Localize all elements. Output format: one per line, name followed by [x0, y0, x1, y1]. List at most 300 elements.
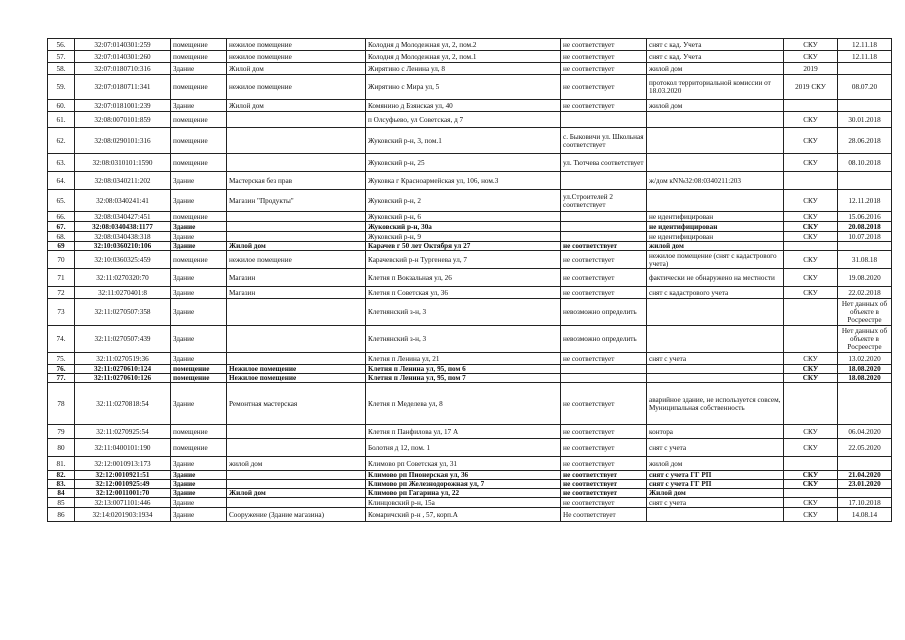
note-cell: жилой дом	[647, 100, 784, 112]
status-cell: не соответствует	[561, 269, 647, 287]
cadastral-number: 32:08:0340438:1177	[75, 222, 171, 232]
object-type: Здание	[171, 100, 227, 112]
object-name	[227, 480, 366, 489]
object-type: Здание	[171, 508, 227, 522]
object-address: Клетня п Ленина ул, 95, пом 7	[366, 374, 561, 383]
object-address: Жуковский р-н, 3, пом.1	[366, 128, 561, 154]
note-cell: снят с учета	[647, 353, 784, 365]
org-cell	[784, 383, 838, 425]
object-type: Здание	[171, 326, 227, 353]
table-row	[48, 365, 892, 374]
status-cell: невозможно определить	[561, 326, 647, 353]
date-cell	[838, 172, 892, 190]
object-name	[227, 232, 366, 242]
date-cell: 18.08.2020	[838, 365, 892, 374]
object-name	[227, 154, 366, 172]
org-cell: СКУ	[784, 190, 838, 212]
object-type: Здание	[171, 498, 227, 508]
table-row	[48, 190, 892, 212]
note-cell	[647, 154, 784, 172]
org-cell: СКУ	[784, 508, 838, 522]
org-cell: СКУ	[784, 112, 838, 128]
row-number: 83.	[48, 480, 75, 489]
row-number: 72	[48, 287, 75, 299]
date-cell: Нет данных об объекте в Росреестре	[838, 299, 892, 326]
object-name: Нежилое помещение	[227, 374, 366, 383]
object-address: Жуковский р-н, 30а	[366, 222, 561, 232]
org-cell: СКУ	[784, 374, 838, 383]
object-name: Мастерская без прав	[227, 172, 366, 190]
object-name: Ремонтная мастерская	[227, 383, 366, 425]
date-cell: Нет данных об объекте в Росреестре	[838, 326, 892, 353]
org-cell: СКУ	[784, 154, 838, 172]
org-cell: 2019	[784, 63, 838, 75]
object-address: Клетня п Ленина ул, 21	[366, 353, 561, 365]
org-cell	[784, 326, 838, 353]
object-address: Жуковский р-н, 25	[366, 154, 561, 172]
org-cell: СКУ	[784, 269, 838, 287]
table-row	[48, 353, 892, 365]
object-name: Сооружение (Здание магазина)	[227, 508, 366, 522]
status-cell	[561, 374, 647, 383]
cadastral-number: 32:08:0070101:859	[75, 112, 171, 128]
org-cell: СКУ	[784, 51, 838, 63]
cadastral-number: 32:11:0400101:190	[75, 439, 171, 457]
row-number: 82.	[48, 471, 75, 480]
table-row	[48, 251, 892, 269]
date-cell	[838, 63, 892, 75]
org-cell: СКУ	[784, 212, 838, 222]
table-row	[48, 75, 892, 100]
table-row	[48, 471, 892, 480]
object-name: Нежилое помещение	[227, 365, 366, 374]
cadastral-number: 32:13:0071101:446	[75, 498, 171, 508]
row-number: 79	[48, 425, 75, 439]
status-cell	[561, 222, 647, 232]
row-number: 57.	[48, 51, 75, 63]
object-address: Жуковский р-н, 9	[366, 232, 561, 242]
date-cell: 12.11.18	[838, 39, 892, 51]
table-row	[48, 63, 892, 75]
date-cell: 12.11.18	[838, 51, 892, 63]
object-name	[227, 471, 366, 480]
object-name: Жилой дом	[227, 242, 366, 251]
note-cell: ж/дом кN№32:08:0340211:203	[647, 172, 784, 190]
note-cell: снят с кадастрового учета	[647, 287, 784, 299]
note-cell: снят с учета ГГ РП	[647, 480, 784, 489]
note-cell: не идентифицирован	[647, 222, 784, 232]
cadastral-number: 32:08:0290101:316	[75, 128, 171, 154]
cadastral-number: 32:08:0310101:1590	[75, 154, 171, 172]
table-row	[48, 128, 892, 154]
row-number: 56.	[48, 39, 75, 51]
object-name	[227, 498, 366, 508]
object-address: Жуковка г Красноармейская ул, 106, ном.3	[366, 172, 561, 190]
object-name: нежилое помещение	[227, 75, 366, 100]
date-cell: 22.05.2020	[838, 439, 892, 457]
object-name	[227, 353, 366, 365]
table-row	[48, 100, 892, 112]
object-name: Магазин	[227, 269, 366, 287]
object-type: Здание	[171, 383, 227, 425]
status-cell	[561, 112, 647, 128]
object-type: помещение	[171, 251, 227, 269]
note-cell	[647, 365, 784, 374]
object-type: Здание	[171, 457, 227, 471]
row-number: 61.	[48, 112, 75, 128]
object-type: Здание	[171, 63, 227, 75]
row-number: 63.	[48, 154, 75, 172]
object-name: Магазин	[227, 287, 366, 299]
row-number: 81.	[48, 457, 75, 471]
note-cell	[647, 326, 784, 353]
date-cell: 18.08.2020	[838, 374, 892, 383]
note-cell	[647, 374, 784, 383]
note-cell: снят с учета	[647, 439, 784, 457]
row-number: 73	[48, 299, 75, 326]
note-cell: аварийное здание, не используется совсем, Муниципальная собственность	[647, 383, 784, 425]
date-cell: 31.08.18	[838, 251, 892, 269]
object-address: Жирятино с Мира ул, 5	[366, 75, 561, 100]
object-type: Здание	[171, 471, 227, 480]
note-cell: снят с учета	[647, 498, 784, 508]
status-cell: не соответствует	[561, 498, 647, 508]
cadastral-number: 32:11:0270925:54	[75, 425, 171, 439]
object-type: помещение	[171, 439, 227, 457]
date-cell: 17.10.2018	[838, 498, 892, 508]
date-cell: 14.08.14	[838, 508, 892, 522]
cadastral-number: 32:11:0270610:126	[75, 374, 171, 383]
table-row	[48, 374, 892, 383]
table-row	[48, 425, 892, 439]
object-address: Клетня п Советская ул, 36	[366, 287, 561, 299]
org-cell: СКУ	[784, 353, 838, 365]
cadastral-number: 32:10:0360325:459	[75, 251, 171, 269]
table-row	[48, 498, 892, 508]
org-cell: СКУ	[784, 222, 838, 232]
object-type: Здание	[171, 232, 227, 242]
date-cell: 06.04.2020	[838, 425, 892, 439]
status-cell: не соответствует	[561, 489, 647, 498]
object-type: Здание	[171, 242, 227, 251]
row-number: 64.	[48, 172, 75, 190]
cadastral-number: 32:07:0180711:341	[75, 75, 171, 100]
cadastral-number: 32:08:0340211:202	[75, 172, 171, 190]
row-number: 59.	[48, 75, 75, 100]
table-row	[48, 508, 892, 522]
cadastral-number: 32:11:0270610:124	[75, 365, 171, 374]
org-cell: СКУ	[784, 365, 838, 374]
object-name: нежилое помещение	[227, 39, 366, 51]
date-cell: 10.07.2018	[838, 232, 892, 242]
status-cell: не соответствует	[561, 251, 647, 269]
date-cell: 08.10.2018	[838, 154, 892, 172]
row-number: 70	[48, 251, 75, 269]
object-name: Магазин "Продукты"	[227, 190, 366, 212]
date-cell	[838, 489, 892, 498]
status-cell	[561, 172, 647, 190]
status-cell: не соответствует	[561, 39, 647, 51]
table-row	[48, 212, 892, 222]
row-number: 60.	[48, 100, 75, 112]
object-type: помещение	[171, 51, 227, 63]
object-name	[227, 128, 366, 154]
cadastral-number: 32:11:0270507:358	[75, 299, 171, 326]
table-row	[48, 287, 892, 299]
status-cell: Не соответствует	[561, 508, 647, 522]
object-address: Клетня п Панфилова ул, 17 А	[366, 425, 561, 439]
table-row	[48, 222, 892, 232]
table-row	[48, 39, 892, 51]
table-row	[48, 457, 892, 471]
date-cell: 19.08.2020	[838, 269, 892, 287]
table-row	[48, 480, 892, 489]
table-row	[48, 154, 892, 172]
status-cell: не соответствует	[561, 75, 647, 100]
date-cell: 15.06.2016	[838, 212, 892, 222]
object-type: помещение	[171, 374, 227, 383]
date-cell: 08.07.20	[838, 75, 892, 100]
table-row	[48, 112, 892, 128]
object-address: Жуковский р-н, 2	[366, 190, 561, 212]
object-name	[227, 299, 366, 326]
table-row	[48, 242, 892, 251]
object-type: Здание	[171, 222, 227, 232]
cadastral-number: 32:11:0270507:439	[75, 326, 171, 353]
status-cell: не соответствует	[561, 480, 647, 489]
object-name	[227, 112, 366, 128]
note-cell: не идентифицирован	[647, 232, 784, 242]
org-cell	[784, 489, 838, 498]
object-address: Клетня п Вокзальная ул, 26	[366, 269, 561, 287]
table-row	[48, 383, 892, 425]
object-type: помещение	[171, 365, 227, 374]
cadastral-number: 32:11:0270519:36	[75, 353, 171, 365]
status-cell: не соответствует	[561, 100, 647, 112]
org-cell	[784, 172, 838, 190]
row-number: 85	[48, 498, 75, 508]
table-row	[48, 439, 892, 457]
note-cell	[647, 128, 784, 154]
row-number: 77.	[48, 374, 75, 383]
date-cell	[838, 100, 892, 112]
object-name	[227, 222, 366, 232]
object-type: Здание	[171, 190, 227, 212]
object-name: Жилой дом	[227, 100, 366, 112]
cadastral-number: 32:08:0340241:41	[75, 190, 171, 212]
register-table-body	[48, 39, 892, 522]
status-cell: не соответствует	[561, 353, 647, 365]
status-cell: не соответствует	[561, 425, 647, 439]
object-type: Здание	[171, 269, 227, 287]
row-number: 74.	[48, 326, 75, 353]
org-cell: СКУ	[784, 251, 838, 269]
org-cell: СКУ	[784, 425, 838, 439]
object-type: Здание	[171, 287, 227, 299]
date-cell: 13.02.2020	[838, 353, 892, 365]
object-address: Клетнянский з-н, 3	[366, 326, 561, 353]
cadastral-number: 32:11:0270818:54	[75, 383, 171, 425]
date-cell	[838, 383, 892, 425]
note-cell: снят с учета ГГ РП	[647, 471, 784, 480]
cadastral-number: 32:11:0270320:70	[75, 269, 171, 287]
cadastral-number: 32:12:0011001:70	[75, 489, 171, 498]
status-cell: не соответствует	[561, 383, 647, 425]
table-row	[48, 172, 892, 190]
status-cell: ул.Строителей 2 соответствует	[561, 190, 647, 212]
row-number: 71	[48, 269, 75, 287]
note-cell: жилой дом	[647, 63, 784, 75]
row-number: 76.	[48, 365, 75, 374]
object-address: Колодня д Молодежная ул, 2, пом.2	[366, 39, 561, 51]
org-cell: СКУ	[784, 498, 838, 508]
note-cell: Жилой дом	[647, 489, 784, 498]
object-address: Карачевский р-н Тургенева ул, 7	[366, 251, 561, 269]
object-address: Климово рп Пионерская ул, 36	[366, 471, 561, 480]
table-row	[48, 269, 892, 287]
object-address: Климово рп Советская ул, 31	[366, 457, 561, 471]
object-address: Болотня д 12, пом. 1	[366, 439, 561, 457]
cadastral-number: 32:07:0140301:259	[75, 39, 171, 51]
object-address: п Олсуфьево, ул Советская, д 7	[366, 112, 561, 128]
object-address: Клетнянский з-н, 3	[366, 299, 561, 326]
status-cell: не соответствует	[561, 287, 647, 299]
note-cell: протокол территориальной комиссии от 18.03.2020	[647, 75, 784, 100]
note-cell	[647, 508, 784, 522]
object-name: Жилой дом	[227, 489, 366, 498]
status-cell: не соответствует	[561, 63, 647, 75]
cadastral-number: 32:07:0180710:316	[75, 63, 171, 75]
row-number: 84	[48, 489, 75, 498]
cadastral-number: 32:12:0010921:51	[75, 471, 171, 480]
register-table	[47, 38, 892, 522]
date-cell: 22.02.2018	[838, 287, 892, 299]
note-cell: контора	[647, 425, 784, 439]
org-cell: СКУ	[784, 232, 838, 242]
note-cell: не идентифицирован	[647, 212, 784, 222]
row-number: 62.	[48, 128, 75, 154]
status-cell: не соответствует	[561, 242, 647, 251]
object-address: Климово рп Железнодорожная ул, 7	[366, 480, 561, 489]
note-cell: снят с кад. Учета	[647, 51, 784, 63]
status-cell: не соответствует	[561, 457, 647, 471]
note-cell	[647, 112, 784, 128]
object-name	[227, 212, 366, 222]
object-address: Комянино д Бзянская ул, 40	[366, 100, 561, 112]
object-address: Комаричский р-н , 57, корп.А	[366, 508, 561, 522]
status-cell	[561, 232, 647, 242]
object-type: помещение	[171, 112, 227, 128]
row-number: 67.	[48, 222, 75, 232]
note-cell	[647, 190, 784, 212]
date-cell: 23.01.2020	[838, 480, 892, 489]
note-cell: жилой дом	[647, 242, 784, 251]
cadastral-number: 32:11:0270401:8	[75, 287, 171, 299]
object-name	[227, 439, 366, 457]
note-cell: жилой дом	[647, 457, 784, 471]
object-name: Жилой дом	[227, 63, 366, 75]
date-cell: 12.11.2018	[838, 190, 892, 212]
status-cell: не соответствует	[561, 471, 647, 480]
object-address: Жуковский р-н, 6	[366, 212, 561, 222]
org-cell	[784, 457, 838, 471]
org-cell: 2019 СКУ	[784, 75, 838, 100]
cadastral-number: 32:08:0340438:318	[75, 232, 171, 242]
table-row	[48, 232, 892, 242]
org-cell: СКУ	[784, 128, 838, 154]
object-type: помещение	[171, 212, 227, 222]
org-cell: СКУ	[784, 287, 838, 299]
table-row	[48, 489, 892, 498]
status-cell: не соответствует	[561, 439, 647, 457]
row-number: 68.	[48, 232, 75, 242]
object-type: помещение	[171, 75, 227, 100]
note-cell: нежилое помещение (снят с кадастрового учета)	[647, 251, 784, 269]
cadastral-number: 32:07:0140301:260	[75, 51, 171, 63]
object-address: Карачев г 50 лет Октября ул 27	[366, 242, 561, 251]
row-number: 69	[48, 242, 75, 251]
row-number: 58.	[48, 63, 75, 75]
note-cell: снят с кад. Учета	[647, 39, 784, 51]
object-name	[227, 425, 366, 439]
object-type: Здание	[171, 299, 227, 326]
org-cell	[784, 299, 838, 326]
row-number: 86	[48, 508, 75, 522]
object-address: Колодня д Молодежная ул, 2, пом.1	[366, 51, 561, 63]
object-type: помещение	[171, 128, 227, 154]
date-cell	[838, 242, 892, 251]
org-cell	[784, 100, 838, 112]
cadastral-number: 32:08:0340427:451	[75, 212, 171, 222]
table-row	[48, 299, 892, 326]
object-name: жилой дом	[227, 457, 366, 471]
cadastral-number: 32:12:0010925:49	[75, 480, 171, 489]
table-row	[48, 326, 892, 353]
date-cell: 30.01.2018	[838, 112, 892, 128]
row-number: 75.	[48, 353, 75, 365]
object-address: Климово рп Гагарина ул, 22	[366, 489, 561, 498]
org-cell: СКУ	[784, 480, 838, 489]
date-cell: 28.06.2018	[838, 128, 892, 154]
row-number: 65.	[48, 190, 75, 212]
row-number: 78	[48, 383, 75, 425]
object-type: помещение	[171, 425, 227, 439]
status-cell: не соответствует	[561, 51, 647, 63]
status-cell: с. Быковичи ул. Школьная соответствует	[561, 128, 647, 154]
object-type: Здание	[171, 480, 227, 489]
status-cell	[561, 212, 647, 222]
status-cell: ул. Тютчева соответствует	[561, 154, 647, 172]
date-cell	[838, 457, 892, 471]
object-type: Здание	[171, 353, 227, 365]
object-address: Жирятино с Ленина ул, 8	[366, 63, 561, 75]
object-type: Здание	[171, 172, 227, 190]
object-address: Клетня п Меделева ул, 8	[366, 383, 561, 425]
status-cell: невозможно определить	[561, 299, 647, 326]
cadastral-number: 32:12:0010913:173	[75, 457, 171, 471]
org-cell: СКУ	[784, 471, 838, 480]
row-number: 80	[48, 439, 75, 457]
table-row	[48, 51, 892, 63]
object-name: нежилое помещение	[227, 251, 366, 269]
object-address: Клинцовский р-н, 15а	[366, 498, 561, 508]
object-name	[227, 326, 366, 353]
object-address: Клетня п Ленина ул, 95, пом 6	[366, 365, 561, 374]
object-type: помещение	[171, 39, 227, 51]
object-name: нежилое помещение	[227, 51, 366, 63]
object-type: помещение	[171, 154, 227, 172]
org-cell: СКУ	[784, 39, 838, 51]
